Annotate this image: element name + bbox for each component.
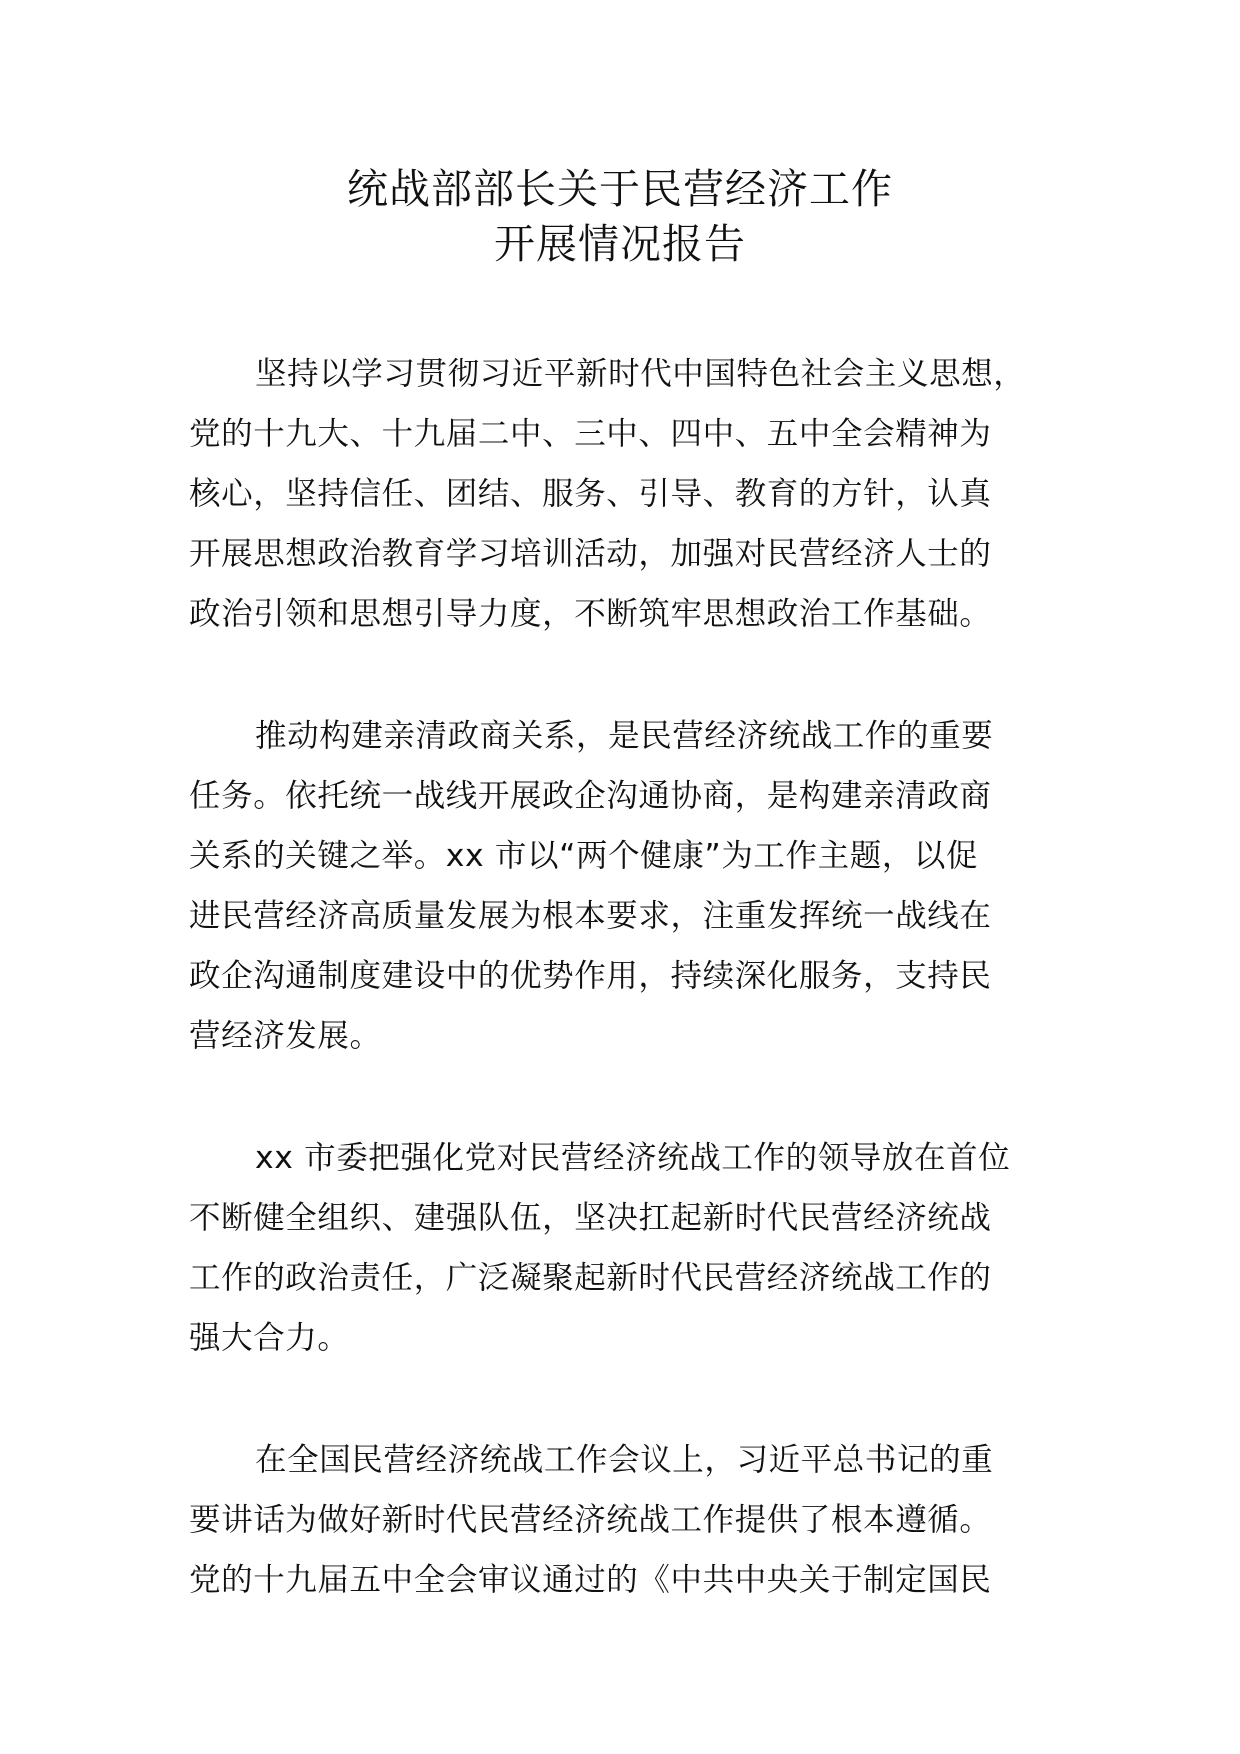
paragraph-line: 坚持以学习贯彻习近平新时代中国特色社会主义思想，: [255, 356, 1026, 392]
paragraph-line: 不断健全组织、建强队伍，坚决扛起新时代民营经济统战: [189, 1200, 992, 1236]
paragraph-line: 政治引领和思想引导力度，不断筑牢思想政治工作基础。: [189, 596, 992, 632]
paragraph-line: 任务。依托统一战线开展政企沟通协商，是构建亲清政商: [189, 778, 992, 814]
document-title: [0, 162, 1240, 272]
paragraph-line: 在全国民营经济统战工作会议上，习近平总书记的重: [255, 1442, 994, 1478]
paragraph-line: 推动构建亲清政商关系，是民营经济统战工作的重要: [255, 718, 994, 754]
paragraph-4: [189, 1430, 1069, 1610]
paragraph-line: 营经济发展。: [189, 1018, 382, 1054]
paragraph-line: 要讲话为做好新时代民营经济统战工作提供了根本遵循。: [189, 1502, 992, 1538]
paragraph-line: 关系的关键之举。xx 市以“两个健康”为工作主题，以促: [189, 838, 979, 874]
paragraph-line: xx 市委把强化党对民营经济统战工作的领导放在首位: [255, 1140, 1011, 1176]
paragraph-2: [189, 706, 1069, 1066]
paragraph-line: 党的十九届五中全会审议通过的《中共中央关于制定国民: [189, 1562, 992, 1598]
paragraph-1: [189, 344, 1069, 644]
paragraph-line: 进民营经济高质量发展为根本要求，注重发挥统一战线在: [189, 898, 992, 934]
title-line-1: 统战部部长关于民营经济工作: [347, 165, 893, 213]
title-line-2: 开展情况报告: [494, 220, 746, 268]
paragraph-line: 工作的政治责任，广泛凝聚起新时代民营经济统战工作的: [189, 1260, 992, 1296]
document-body: [189, 344, 1069, 1672]
paragraph-line: 核心，坚持信任、团结、服务、引导、教育的方针，认真: [189, 476, 992, 512]
paragraph-line: 强大合力。: [189, 1320, 350, 1356]
paragraph-line: 党的十九大、十九届二中、三中、四中、五中全会精神为: [189, 416, 992, 452]
paragraph-line: 政企沟通制度建设中的优势作用，持续深化服务，支持民: [189, 958, 992, 994]
paragraph-3: [189, 1128, 1069, 1368]
paragraph-line: 开展思想政治教育学习培训活动，加强对民营经济人士的: [189, 536, 992, 572]
